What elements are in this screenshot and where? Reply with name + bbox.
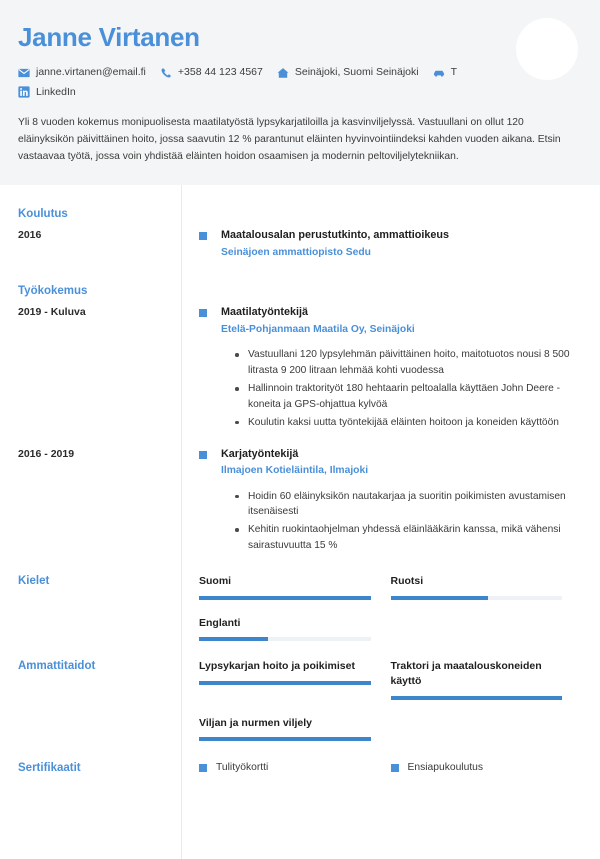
skill-level-track <box>391 696 563 700</box>
skill-name: Traktori ja maatalouskoneiden käyttö <box>390 660 542 687</box>
list-item: Hoidin 60 eläinyksikön nautakarjaa ja suoritin poikimisten avustamisen itsenäisesti <box>235 489 582 521</box>
education-entry-date: 2016 <box>18 229 42 242</box>
experience-entry-date: 2019 - Kuluva <box>18 306 86 319</box>
section-education <box>18 207 582 220</box>
skill-level-fill <box>199 737 371 741</box>
car-icon <box>433 67 445 79</box>
language-item <box>391 574 583 600</box>
contact-email-text: janne.virtanen@email.fi <box>36 66 146 78</box>
language-level-track <box>391 596 563 600</box>
skill-name: Lypsykarjan hoito ja poikimiset <box>199 660 355 673</box>
education-entry-title: Maatalousalan perustutkinto, ammattioikeus <box>221 229 449 242</box>
contact-email[interactable] <box>18 66 146 80</box>
experience-entry-points <box>235 347 582 430</box>
square-bullet-icon <box>199 232 207 240</box>
language-name: Englanti <box>199 616 241 629</box>
square-bullet-icon <box>199 451 207 459</box>
experience-entry-title: Maatilatyöntekijä <box>221 306 309 319</box>
section-title-languages: Kielet <box>18 574 50 587</box>
language-level-fill <box>199 637 268 641</box>
skill-item <box>391 659 583 699</box>
skill-level-track <box>199 681 371 685</box>
contact-row-secondary <box>18 86 582 100</box>
language-level-fill <box>391 596 489 600</box>
section-skills <box>18 659 582 741</box>
contact-driving-licence-text: T <box>450 66 458 78</box>
square-bullet-icon <box>391 764 399 772</box>
certificate-name: Ensiapukoulutus <box>407 762 484 774</box>
contact-location <box>277 66 419 80</box>
experience-entry <box>18 447 582 556</box>
language-name: Suomi <box>199 574 232 587</box>
language-level-track <box>199 596 371 600</box>
contact-phone[interactable] <box>160 66 263 80</box>
certificate-name: Tulityökortti <box>216 762 269 774</box>
square-bullet-icon <box>199 764 207 772</box>
skill-name: Viljan ja nurmen viljely <box>199 716 313 729</box>
section-title-skills: Ammattitaidot <box>18 660 96 673</box>
phone-icon <box>160 67 172 79</box>
contact-linkedin-text: LinkedIn <box>36 85 76 98</box>
experience-entry-points <box>235 489 582 554</box>
contact-driving-licence <box>433 66 457 80</box>
skill-level-fill <box>199 681 371 685</box>
section-certificates <box>18 761 582 784</box>
envelope-icon <box>18 67 30 79</box>
experience-entry-company: Etelä-Pohjanmaan Maatila Oy, Seinäjoki <box>221 324 415 336</box>
experience-entry <box>18 305 582 432</box>
contact-location-text: Seinäjoki, Suomi Seinäjoki <box>294 66 419 78</box>
list-item: Hallinnoin traktorityöt 180 hehtaarin peltoalalla käyttäen John Deere -koneita ja GPS-ohjattua kylvöä <box>235 381 582 413</box>
languages-grid <box>181 574 582 641</box>
contact-row-primary <box>18 66 582 80</box>
contact-phone-text: +358 44 123 4567 <box>177 66 263 78</box>
language-name: Ruotsi <box>390 574 424 587</box>
language-item <box>199 574 391 600</box>
certificate-item <box>391 761 583 776</box>
skill-level-fill <box>391 696 563 700</box>
section-title-certificates: Sertifikaatit <box>18 762 81 775</box>
skills-grid <box>181 659 582 741</box>
skill-item <box>199 659 391 699</box>
page-title: Janne Virtanen <box>18 22 200 52</box>
experience-entry-date: 2016 - 2019 <box>18 447 75 460</box>
language-level-track <box>199 637 371 641</box>
home-icon <box>277 67 289 79</box>
avatar <box>516 18 578 80</box>
profile-summary: Yli 8 vuoden kokemus monipuolisesta maatilatyöstä lypsykarjatiloilla ja kasvinviljelyssä. Vastuullani on ollut 120 eläinyksikön päivittäinen hoito, jossa saavutin 12 % parantunut eläinten hyvinvointiindeksi kahden vuoden aikana. Etsin vastaavaa työtä, jossa voin yhdistää eläinten hoidon osaamisen ja modernin peltoviljelytekniikan. <box>18 117 561 162</box>
language-item <box>199 616 391 642</box>
list-item: Koulutin kaksi uutta työntekijää eläinten hoitoon ja koneiden käyttöön <box>235 415 582 431</box>
education-entry-institution: Seinäjoen ammattiopisto Sedu <box>221 246 371 258</box>
contact-block <box>18 66 582 99</box>
linkedin-icon <box>18 86 30 98</box>
experience-entry-title: Karjatyöntekijä <box>221 447 299 460</box>
list-item: Vastuullani 120 lypsylehmän päivittäinen hoito, maitotuotos nousi 8 500 litrasta 9 200 litraan lehmää kohti vuodessa <box>235 347 582 379</box>
language-level-fill <box>199 596 371 600</box>
skill-item <box>199 716 391 742</box>
contact-linkedin[interactable] <box>18 86 76 100</box>
resume-body <box>0 185 600 784</box>
certificate-item <box>199 761 391 776</box>
education-entry <box>18 228 582 260</box>
section-languages <box>18 574 582 641</box>
section-title-experience: Työkokemus <box>18 285 88 298</box>
resume-header <box>0 0 600 185</box>
experience-entry-company: Ilmajoen Kotieläintila, Ilmajoki <box>221 465 369 477</box>
section-title-education: Koulutus <box>18 208 68 221</box>
certificates-grid <box>181 761 582 784</box>
list-item: Kehitin ruokintaohjelman yhdessä eläinlääkärin kanssa, mikä vähensi sairastuvuutta 15 % <box>235 522 582 554</box>
skill-level-track <box>199 737 371 741</box>
section-experience <box>18 284 582 297</box>
square-bullet-icon <box>199 309 207 317</box>
